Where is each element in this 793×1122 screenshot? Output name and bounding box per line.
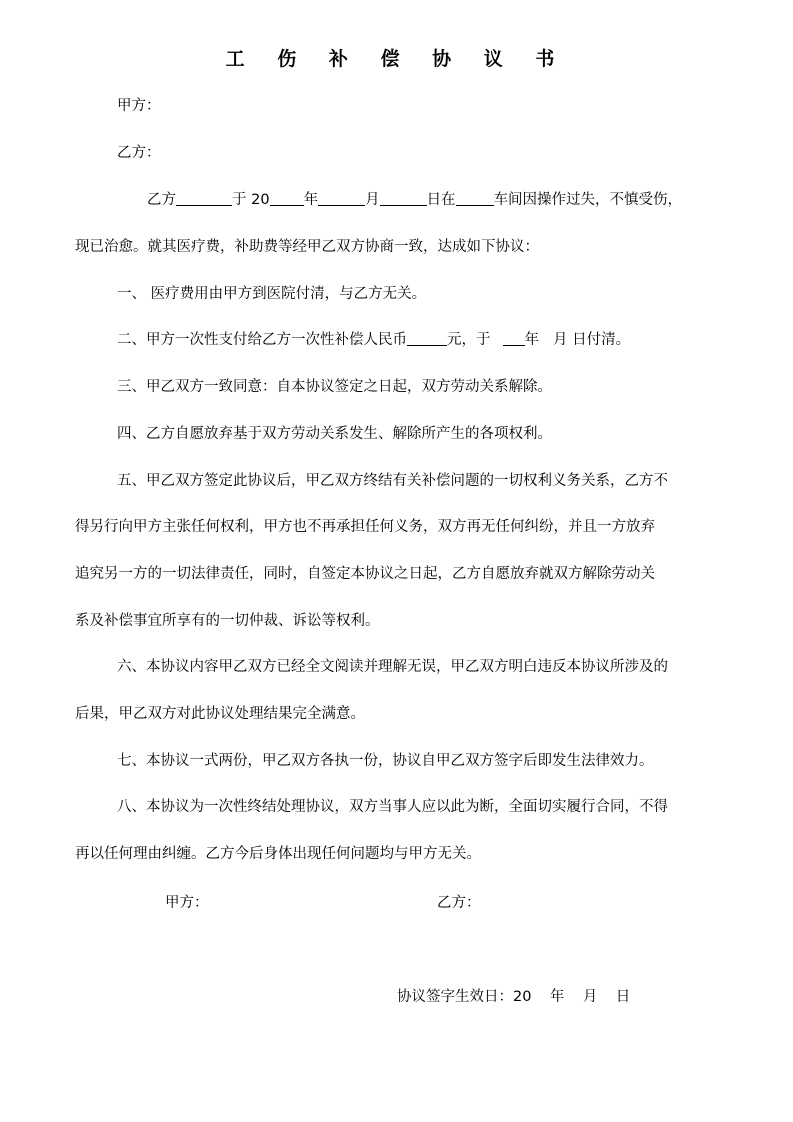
intro-text-2: 于 20 (232, 192, 270, 208)
payment-year-blank (503, 330, 525, 346)
effective-date: 协议签字生效日：20 年 月 日 (397, 989, 631, 1005)
intro-text-3: 年 (303, 192, 319, 208)
clause-5-line-1: 五、甲乙双方签定此协议后，甲乙双方终结有关补偿问题的一切权利义务关系，乙方不 (117, 473, 668, 489)
workshop-blank (456, 190, 494, 206)
clause-2-text-2: 元，于 (447, 332, 491, 348)
signature-party-a: 甲方： (165, 895, 209, 911)
day-blank (380, 190, 427, 206)
clause-8-line-2: 再以任何理由纠缠。乙方今后身体出现任何问题均与甲方无关。 (75, 846, 481, 862)
party-a-header: 甲方： (117, 98, 161, 114)
clause-5-line-4: 系及补偿事宜所享有的一切仲裁、诉讼等权利。 (75, 613, 380, 629)
clause-6-line-2: 后果，甲乙双方对此协议处理结果完全满意。 (75, 706, 365, 722)
intro-text-1: 乙方 (147, 192, 176, 208)
intro-text-4: 月 (365, 192, 380, 208)
clause-3: 三、甲乙双方一致同意：自本协议签定之日起，双方劳动关系解除。 (117, 379, 552, 395)
intro-line-2: 现已治愈。就其医疗费，补助费等经甲乙双方协商一致，达成如下协议： (75, 239, 539, 255)
month-blank (318, 190, 365, 206)
clause-7: 七、本协议一式两份，甲乙双方各执一份，协议自甲乙双方签字后即发生法律效力。 (117, 753, 654, 769)
clause-5-line-2: 得另行向甲方主张任何权利，甲方也不再承担任何义务，双方再无任何纠纷，并且一方放弃 (75, 519, 655, 535)
signature-party-b: 乙方： (437, 895, 481, 911)
intro-text-5: 日在 (426, 192, 456, 208)
document-title: 工 伤 补 偿 协 议 书 (225, 48, 568, 70)
party-b-header: 乙方： (117, 145, 161, 161)
clause-5-line-3: 追究另一方的一切法律责任，同时，自签定本协议之日起，乙方自愿放弃就双方解除劳动关 (75, 566, 655, 582)
clause-8-line-1: 八、本协议为一次性终结处理协议，双方当事人应以此为断，全面切实履行合同，不得 (117, 799, 668, 815)
clause-1: 一、 医疗费用由甲方到医院付清，与乙方无关。 (117, 286, 427, 302)
clause-4: 四、乙方自愿放弃基于双方劳动关系发生、解除所产生的各项权利。 (117, 426, 552, 442)
year-blank (270, 190, 304, 206)
clause-2 (117, 330, 720, 350)
injured-name-blank (176, 190, 232, 206)
clause-2-text-3: 年 (524, 332, 539, 348)
intro-line-1 (147, 190, 720, 210)
clause-2-text-1: 二、甲方一次性支付给乙方一次性补偿人民币 (117, 332, 407, 348)
amount-blank (407, 330, 447, 346)
clause-6-line-1: 六、本协议内容甲乙双方已经全文阅读并理解无误，甲乙双方明白违反本协议所涉及的 (117, 659, 668, 675)
intro-text-6: 车间因操作过失，不慎受伤， (493, 192, 683, 208)
clause-2-text-4: 月 日付清。 (553, 332, 631, 348)
